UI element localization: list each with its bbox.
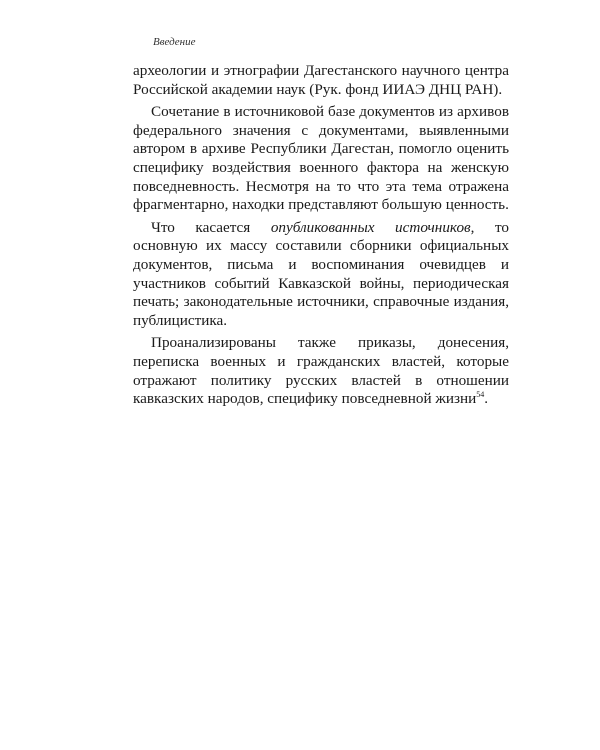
paragraph-4-end: . [484,390,489,408]
paragraph-1: археологии и этнографии Дагестанского научного центра Российской академии наук (Рук. фонд ИИАЭ ДНЦ РАН). [133,62,509,98]
paragraph-4-text: Проанализированы также приказы, донесения, переписка военных и гражданских властей, которые отражают политику русских властей в отношении кавказских народов, специфику повседневной жизни [133,334,509,408]
paragraph-3 [133,219,509,331]
body-text [133,62,509,409]
paragraph-2: Сочетание в источниковой базе документов из архивов федерального значения с документами, выявленными автором в архиве Республики Дагестан, помогло оценить специфику воздействия военного фактора на женскую повседневность. Несмотря на то что эта тема отражена фрагментарно, находки представляют большую ценность. [133,103,509,214]
paragraph-3-emphasis: опубликованных источников [270,218,471,236]
paragraph-4 [133,334,509,408]
footnote-ref[interactable]: 54 [476,390,485,400]
running-header: Введение [153,36,196,48]
paragraph-3-rest: , то основную их массу составили сборники официальных документов, письма и воспоминания очевидцев и участников событий Кавказской войны, периодическая печать; законодательные источники, справочные издания, публицистика. [133,218,509,329]
paragraph-3-lead: Что касается [151,218,271,236]
